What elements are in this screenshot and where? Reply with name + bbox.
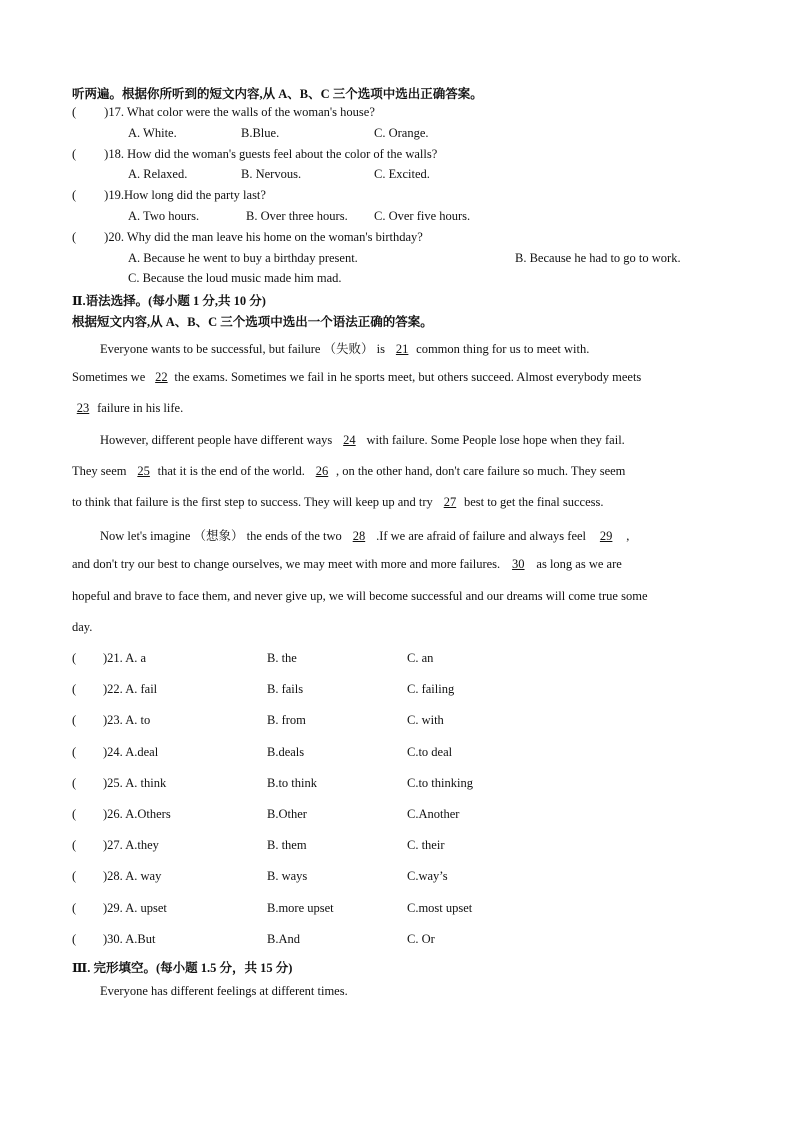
option-c: C. Excited.: [374, 167, 430, 181]
option-a-22: )22. A. fail: [103, 682, 158, 696]
blank-21: 21: [395, 342, 409, 356]
option-c-29: C.most upset: [407, 901, 473, 915]
option-b: B. Nervous.: [241, 167, 302, 181]
blank-27: 27: [443, 495, 457, 509]
passage-line: day.: [72, 620, 93, 634]
option-b-28: B. ways: [267, 869, 308, 883]
option-b-30: B.And: [267, 932, 300, 946]
option-c: C. Because the loud music made him mad.: [128, 271, 342, 285]
blank-30: 30: [512, 557, 525, 571]
blank-28: 28: [352, 529, 366, 543]
listening-intro: 听两遍。根据你所听到的短文内容,从 A、B、C 三个选项中选出正确答案。: [72, 87, 483, 101]
option-a-25: )25. A. think: [103, 776, 167, 790]
question-stem: 20. Why did the man leave his home on the woman's birthday?: [108, 230, 423, 244]
option-c-27: C. their: [407, 838, 445, 852]
passage-line: Now let's imagine （想象） the ends of the two 28 .If we are afraid of failure and always feel 29 ,: [100, 529, 630, 543]
answer-paren-28[interactable]: (: [72, 869, 77, 883]
blank-25: 25: [137, 464, 150, 478]
passage-line: and don't try our best to change ourselves, we may meet with more and more failures. 30 as long as we are: [72, 557, 622, 571]
option-b-21: B. the: [267, 651, 297, 665]
question-stem: 18. How did the woman's guests feel about the color of the walls?: [108, 147, 438, 161]
option-c-25: C.to thinking: [407, 776, 473, 790]
option-a-28: )28. A. way: [103, 869, 162, 883]
option-c-23: C. with: [407, 713, 444, 727]
answer-paren-open[interactable]: (: [72, 230, 77, 244]
answer-paren-21[interactable]: (: [72, 651, 77, 665]
option-b-27: B. them: [267, 838, 307, 852]
passage-line: Sometimes we 22 the exams. Sometimes we fail in he sports meet, but others succeed. Almost everybody meets: [72, 370, 642, 384]
passage-line: They seem 25 that it is the end of the world. 26 , on the other hand, don't care failure so much. They seem: [72, 464, 626, 478]
question-stem: 17. What color were the walls of the woman's house?: [108, 105, 375, 119]
question-stem: 19.How long did the party last?: [108, 188, 266, 202]
option-a-26: )26. A.Others: [103, 807, 171, 821]
option-c: C. Orange.: [374, 126, 429, 140]
option-b-24: B.deals: [267, 745, 305, 759]
blank-24: 24: [343, 433, 356, 447]
option-b: B. Because he had to go to work.: [515, 251, 681, 265]
passage-line: hopeful and brave to face them, and never give up, we will become successful and our dreams will come true some: [72, 589, 648, 603]
cloze-first-line: Everyone has different feelings at different times.: [100, 984, 348, 998]
option-b-25: B.to think: [267, 776, 318, 790]
option-b-22: B. fails: [267, 682, 304, 696]
answer-paren-23[interactable]: (: [72, 713, 77, 727]
answer-paren-26[interactable]: (: [72, 807, 77, 821]
passage-line: However, different people have different ways 24 with failure. Some People lose hope when they fail.: [100, 433, 625, 447]
option-a-27: )27. A.they: [103, 838, 159, 852]
option-a: A. Two hours.: [128, 209, 200, 223]
blank-29: 29: [599, 529, 613, 543]
option-b: B. Over three hours.: [246, 209, 348, 223]
passage-line: to think that failure is the first step to success. They will keep up and try 27 best to get the final success.: [72, 495, 604, 509]
option-a-23: )23. A. to: [103, 713, 151, 727]
option-a-21: )21. A. a: [103, 651, 147, 665]
blank-22: 22: [155, 370, 168, 384]
grammar-heading: Ⅱ.语法选择。(每小题 1 分,共 10 分): [72, 294, 266, 308]
answer-paren-close: ): [104, 188, 109, 202]
blank-26: 26: [315, 464, 329, 478]
option-c-22: C. failing: [407, 682, 455, 696]
answer-paren-30[interactable]: (: [72, 932, 77, 946]
answer-paren-open[interactable]: (: [72, 188, 77, 202]
answer-paren-24[interactable]: (: [72, 745, 77, 759]
option-a-24: )24. A.deal: [103, 745, 159, 759]
passage-line: 23 failure in his life.: [72, 401, 183, 416]
blank-23: 23: [76, 401, 90, 415]
question-18: [72, 147, 437, 162]
option-a: A. White.: [128, 126, 177, 140]
answer-paren-close: ): [104, 105, 109, 119]
answer-paren-27[interactable]: (: [72, 838, 77, 852]
option-c-26: C.Another: [407, 807, 460, 821]
question-19: [72, 188, 266, 203]
answer-paren-open[interactable]: (: [72, 147, 77, 161]
option-a: A. Relaxed.: [128, 167, 188, 181]
option-b: B.Blue.: [241, 126, 280, 140]
answer-paren-25[interactable]: (: [72, 776, 77, 790]
option-a-29: )29. A. upset: [103, 901, 167, 915]
option-c-21: C. an: [407, 651, 434, 665]
option-c-24: C.to deal: [407, 745, 453, 759]
option-a-30: )30. A.But: [103, 932, 156, 946]
answer-paren-close: ): [104, 230, 109, 244]
option-c-28: C.way’s: [407, 869, 448, 883]
option-c: C. Over five hours.: [374, 209, 471, 223]
option-a: A. Because he went to buy a birthday present.: [128, 251, 358, 265]
answer-paren-29[interactable]: (: [72, 901, 77, 915]
option-b-26: B.Other: [267, 807, 307, 821]
option-b-29: B.more upset: [267, 901, 334, 915]
option-c-30: C. Or: [407, 932, 435, 946]
passage-line: Everyone wants to be successful, but failure （失败） is 21 common thing for us to meet with.: [100, 342, 590, 356]
cloze-heading: Ⅲ. 完形填空。(每小题 1.5 分，共 15 分): [72, 961, 293, 975]
answer-paren-22[interactable]: (: [72, 682, 77, 696]
grammar-instruction: 根据短文内容,从 A、B、C 三个选项中选出一个语法正确的答案。: [72, 315, 433, 329]
answer-paren-open[interactable]: (: [72, 105, 77, 119]
question-20: [72, 230, 423, 245]
option-b-23: B. from: [267, 713, 306, 727]
question-17: [72, 105, 375, 120]
answer-paren-close: ): [104, 147, 109, 161]
